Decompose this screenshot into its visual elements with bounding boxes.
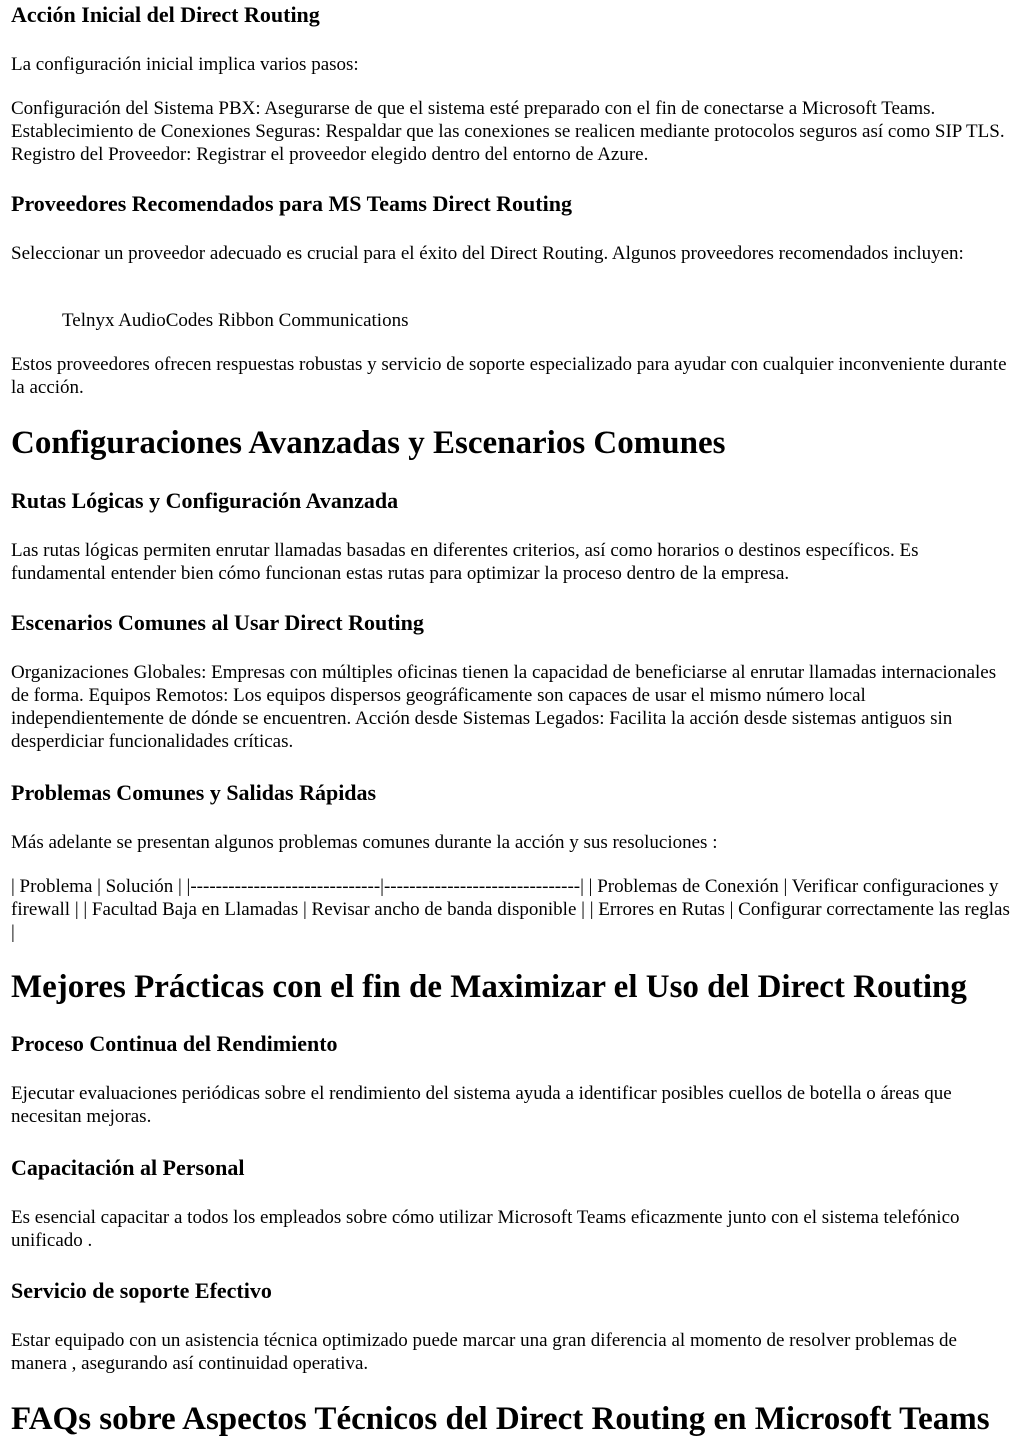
paragraph-escenarios-comunes: Organizaciones Globales: Empresas con múltiples oficinas tienen la capacidad de beneficiarse al enrutar llamadas internacionales de forma. Equipos Remotos: Los equipos dispersos geográficamente son capaces de usar el mismo número local independientemente de dónde se encuentren. Acción desde Sistemas Legados: Facilita la acción desde sistemas antiguos sin desperdiciar funcionalidades críticas. [11, 662, 997, 752]
paragraph-problemas-table: | Problema | Solución | |------------------------------|-------------------------------| | Problemas de Conexión | Verificar configuraciones y firewall | | Facultad Baja en Llamadas | Revisar ancho de banda disponible | | Errores en Rutas | Configurar correctamente las reglas | [11, 876, 1010, 943]
paragraph-servicio-soporte: Estar equipado con un asistencia técnica optimizado puede marcar una gran diferencia al momento de resolver problemas de manera , asegurando así continuidad operativa. [11, 1330, 957, 1374]
heading-proveedores: Proveedores Recomendados para MS Teams Direct Routing [11, 191, 572, 216]
heading-escenarios-comunes: Escenarios Comunes al Usar Direct Routing [11, 610, 424, 635]
heading-rutas-logicas: Rutas Lógicas y Configuración Avanzada [11, 488, 399, 513]
heading-problemas-comunes: Problemas Comunes y Salidas Rápidas [11, 780, 377, 805]
heading-mejores-practicas: Mejores Prácticas con el fin de Maximizar el Uso del Direct Routing [11, 969, 967, 1005]
heading-faqs: FAQs sobre Aspectos Técnicos del Direct Routing en Microsoft Teams [11, 1401, 990, 1437]
heading-accion-inicial: Acción Inicial del Direct Routing [11, 2, 320, 27]
paragraph-config-steps: Configuración del Sistema PBX: Asegurarse de que el sistema esté preparado con el fin de conectarse a Microsoft Teams. Establecimiento de Conexiones Seguras: Respaldar que las conexiones se realicen mediante protocolos seguros así como SIP TLS. Registro del Proveedor: Registrar el proveedor elegido dentro del entorno de Azure. [11, 98, 1005, 165]
paragraph-problemas-intro: Más adelante se presentan algunos problemas comunes durante la acción y sus resoluciones : [11, 832, 718, 853]
paragraph-capacitacion: Es esencial capacitar a todos los empleados sobre cómo utilizar Microsoft Teams eficazmente junto con el sistema telefónico unificado . [11, 1207, 960, 1251]
paragraph-proceso-continua: Ejecutar evaluaciones periódicas sobre el rendimiento del sistema ayuda a identificar posibles cuellos de botella o áreas que necesitan mejoras. [11, 1083, 952, 1127]
heading-capacitacion: Capacitación al Personal [11, 1155, 245, 1180]
heading-proceso-continua: Proceso Continua del Rendimiento [11, 1031, 338, 1056]
paragraph-proveedores-intro: Seleccionar un proveedor adecuado es crucial para el éxito del Direct Routing. Algunos proveedores recomendados incluyen: [11, 243, 964, 264]
paragraph-rutas-logicas: Las rutas lógicas permiten enrutar llamadas basadas en diferentes criterios, así como horarios o destinos específicos. Es fundamental entender bien cómo funcionan estas rutas para optimizar la proceso dentro de la empresa. [11, 540, 919, 584]
paragraph-proveedores-outro: Estos proveedores ofrecen respuestas robustas y servicio de soporte especializado para ayudar con cualquier inconveniente durante la acción. [11, 354, 1007, 398]
heading-servicio-soporte: Servicio de soporte Efectivo [11, 1278, 272, 1303]
paragraph-config-intro: La configuración inicial implica varios pasos: [11, 54, 359, 75]
heading-configuraciones-avanzadas: Configuraciones Avanzadas y Escenarios Comunes [11, 425, 726, 461]
paragraph-proveedores-list: Telnyx AudioCodes Ribbon Communications [62, 310, 409, 331]
